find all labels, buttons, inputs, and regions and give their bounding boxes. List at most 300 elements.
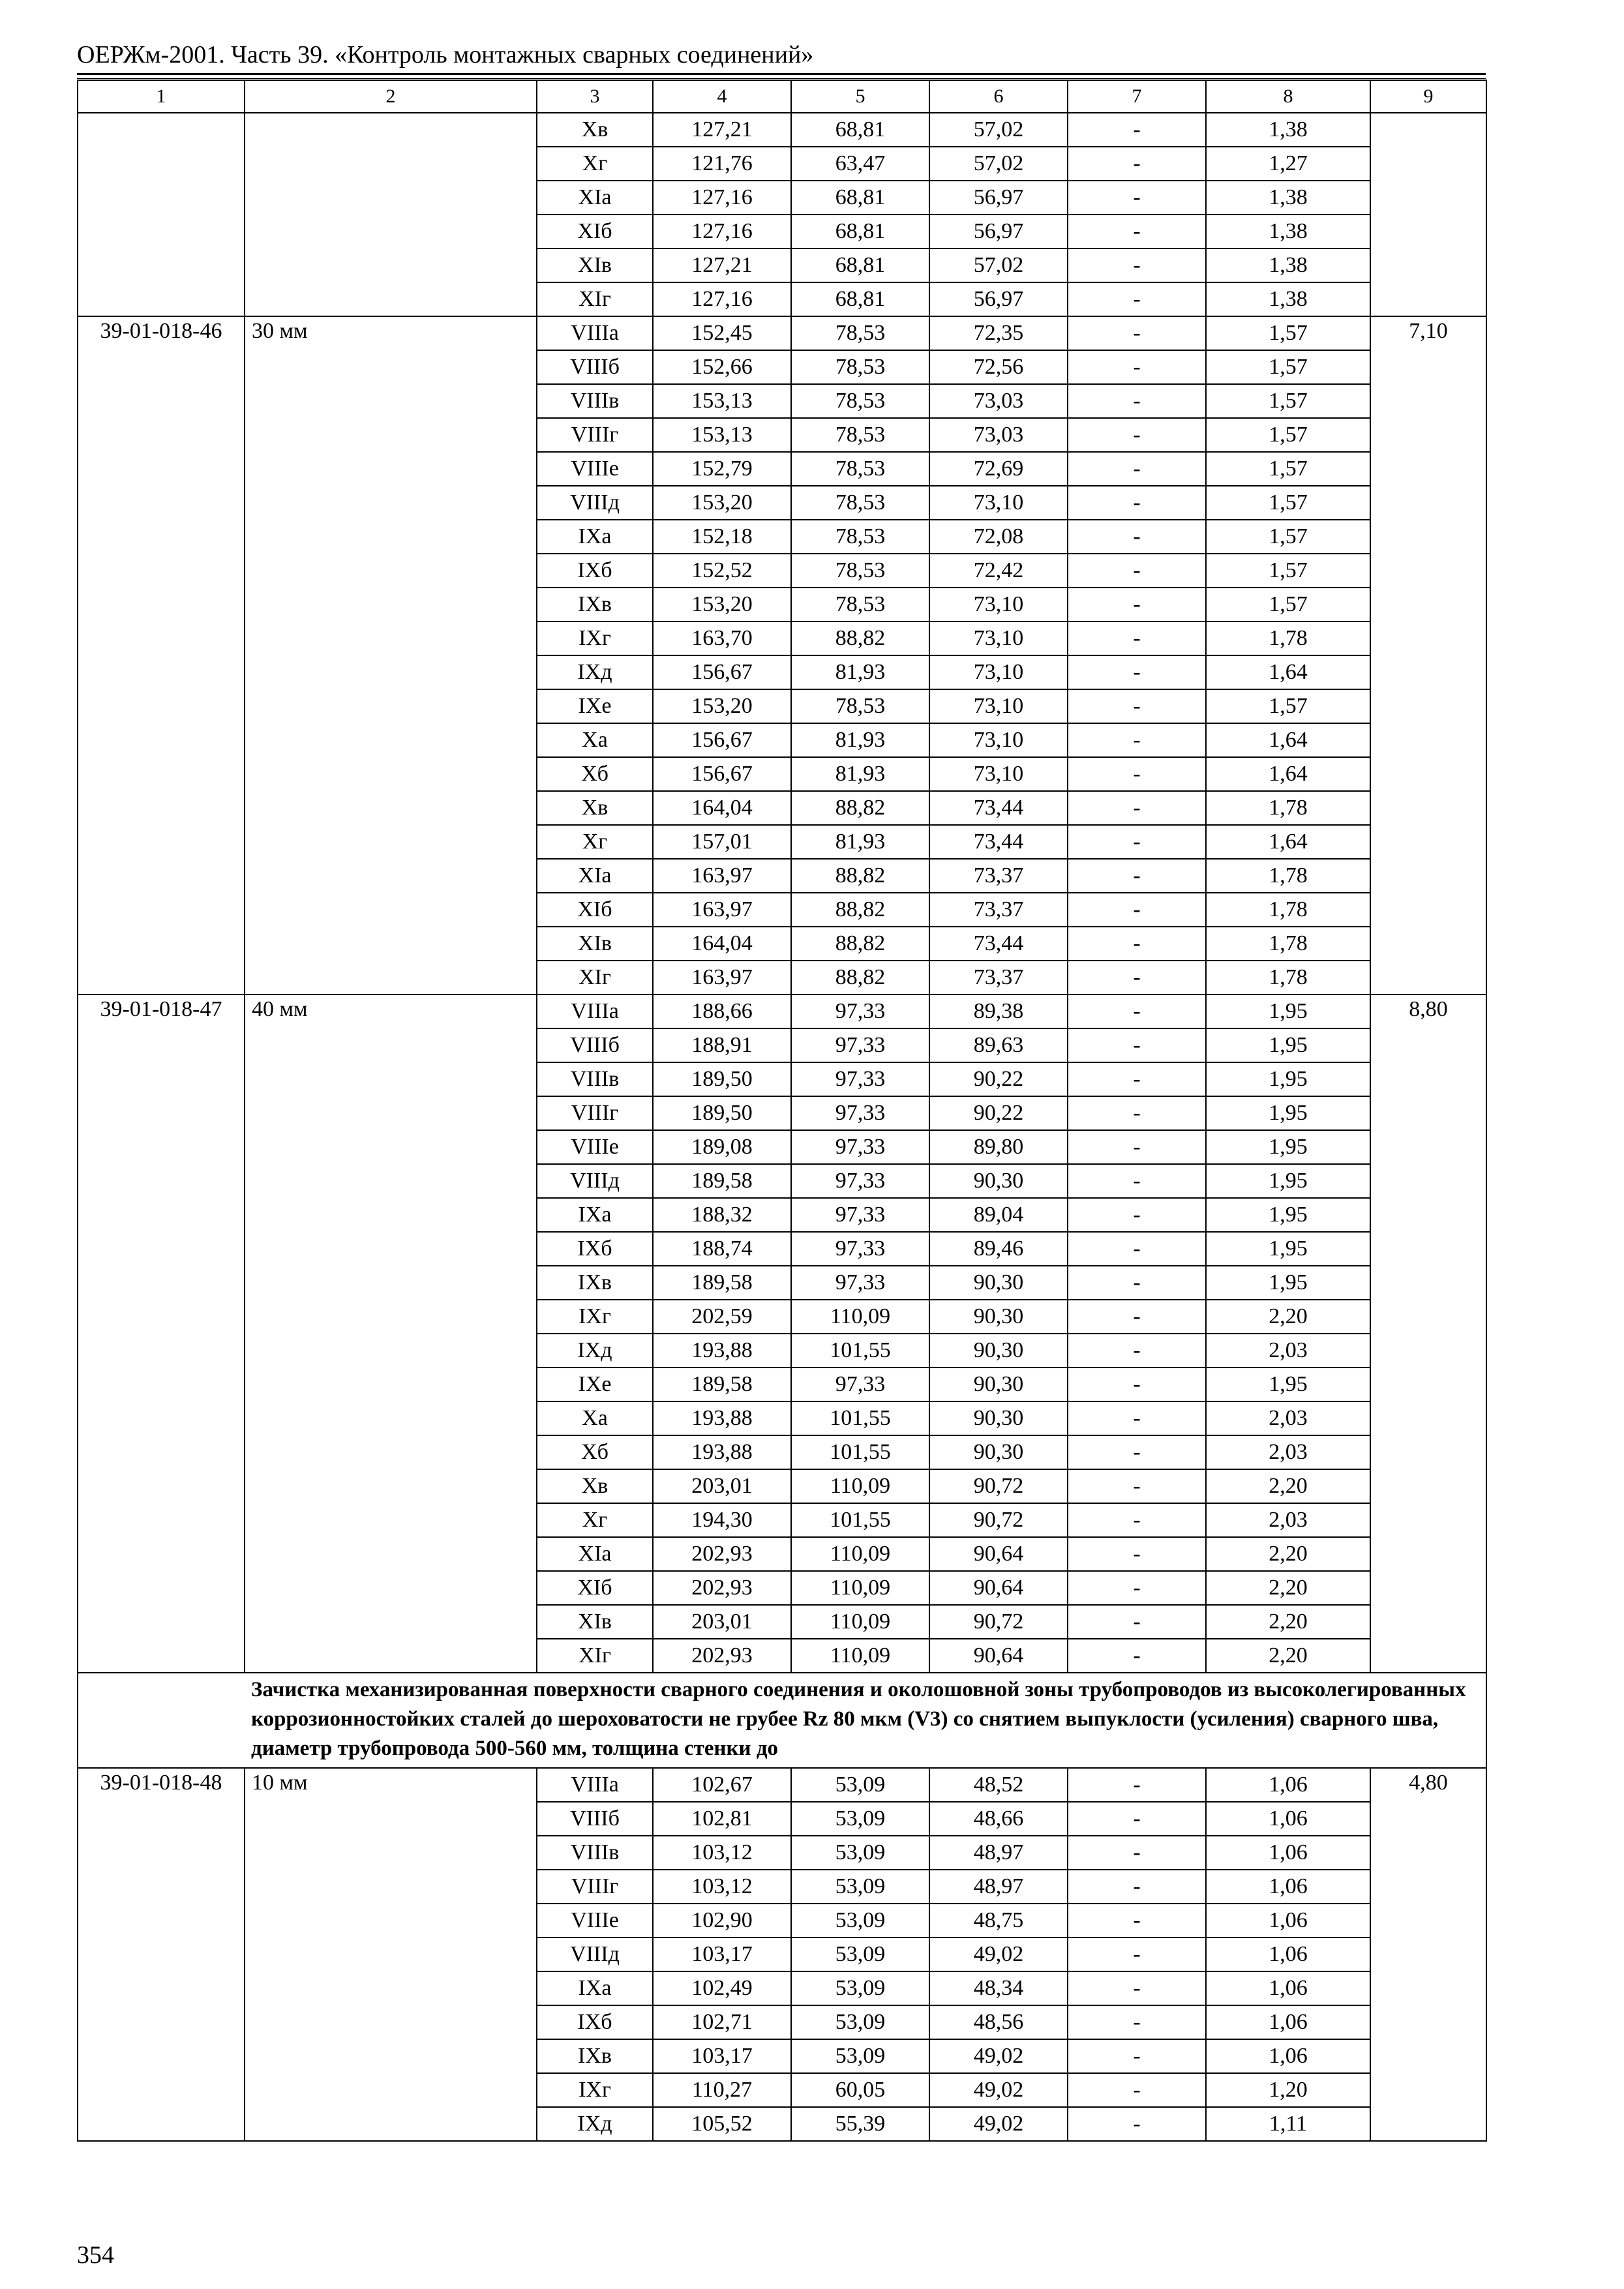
cell-labor: 1,64 xyxy=(1206,655,1370,689)
cell-materials: - xyxy=(1068,147,1206,181)
cell-total: 163,70 xyxy=(653,621,791,655)
cell-labor: 1,95 xyxy=(1206,1130,1370,1164)
cell-wage: 78,53 xyxy=(791,554,929,588)
cell-total: 202,93 xyxy=(653,1537,791,1571)
cell-total: 103,12 xyxy=(653,1870,791,1904)
cell-labor: 1,06 xyxy=(1206,2005,1370,2039)
cell-total: 202,93 xyxy=(653,1571,791,1605)
cell-machine: 48,56 xyxy=(929,2005,1068,2039)
cell-materials: - xyxy=(1068,486,1206,520)
cell-category: Хг xyxy=(537,825,653,859)
column9-value-cell: 7,10 xyxy=(1370,316,1486,995)
cell-labor: 1,95 xyxy=(1206,1164,1370,1198)
cell-wage: 97,33 xyxy=(791,1164,929,1198)
cell-materials: - xyxy=(1068,215,1206,248)
cell-total: 152,52 xyxy=(653,554,791,588)
cell-total: 110,27 xyxy=(653,2073,791,2107)
cell-labor: 1,57 xyxy=(1206,418,1370,452)
cell-materials: - xyxy=(1068,2039,1206,2073)
cell-labor: 1,78 xyxy=(1206,859,1370,893)
cell-machine: 73,03 xyxy=(929,384,1068,418)
cell-labor: 2,20 xyxy=(1206,1639,1370,1673)
cell-category: Хв xyxy=(537,791,653,825)
cell-total: 102,81 xyxy=(653,1802,791,1836)
cell-category: VIIIв xyxy=(537,1836,653,1870)
cell-wage: 88,82 xyxy=(791,927,929,961)
cell-materials: - xyxy=(1068,1836,1206,1870)
cell-total: 189,50 xyxy=(653,1096,791,1130)
cell-total: 203,01 xyxy=(653,1605,791,1639)
cell-materials: - xyxy=(1068,655,1206,689)
cell-machine: 90,64 xyxy=(929,1571,1068,1605)
cell-total: 127,21 xyxy=(653,248,791,282)
cell-materials: - xyxy=(1068,1232,1206,1266)
column-number-row xyxy=(78,80,1486,113)
cell-labor: 1,95 xyxy=(1206,1266,1370,1300)
cell-category: VIIIг xyxy=(537,1096,653,1130)
cell-total: 202,59 xyxy=(653,1300,791,1334)
cell-total: 103,17 xyxy=(653,1937,791,1971)
cell-machine: 73,10 xyxy=(929,689,1068,723)
cell-wage: 78,53 xyxy=(791,418,929,452)
cell-labor: 1,06 xyxy=(1206,1802,1370,1836)
cell-materials: - xyxy=(1068,350,1206,384)
cell-total: 188,91 xyxy=(653,1028,791,1062)
cell-machine: 73,37 xyxy=(929,859,1068,893)
cell-materials: - xyxy=(1068,418,1206,452)
cell-wage: 78,53 xyxy=(791,384,929,418)
cell-category: Хб xyxy=(537,757,653,791)
cell-materials: - xyxy=(1068,1164,1206,1198)
cell-machine: 90,22 xyxy=(929,1062,1068,1096)
cell-machine: 57,02 xyxy=(929,248,1068,282)
column-number: 2 xyxy=(245,80,537,113)
cell-category: IХд xyxy=(537,1334,653,1368)
cell-machine: 90,72 xyxy=(929,1605,1068,1639)
cell-machine: 56,97 xyxy=(929,181,1068,215)
section-lead-cell xyxy=(78,1673,245,1768)
column-number: 4 xyxy=(653,80,791,113)
cell-materials: - xyxy=(1068,248,1206,282)
document-header: ОЕРЖм-2001. Часть 39. «Контроль монтажных сварных соединений» xyxy=(77,41,814,68)
column-number: 6 xyxy=(929,80,1068,113)
cell-labor: 2,03 xyxy=(1206,1401,1370,1435)
cell-labor: 1,38 xyxy=(1206,113,1370,147)
cell-materials: - xyxy=(1068,316,1206,350)
cell-materials: - xyxy=(1068,2073,1206,2107)
cell-labor: 1,64 xyxy=(1206,757,1370,791)
wall-thickness-cell: 30 мм xyxy=(245,316,537,995)
cell-materials: - xyxy=(1068,1469,1206,1503)
cell-machine: 73,10 xyxy=(929,588,1068,621)
cell-category: VIIIе xyxy=(537,452,653,486)
cell-materials: - xyxy=(1068,859,1206,893)
cell-labor: 1,64 xyxy=(1206,825,1370,859)
cell-machine: 90,30 xyxy=(929,1300,1068,1334)
cell-materials: - xyxy=(1068,1334,1206,1368)
cell-machine: 73,37 xyxy=(929,893,1068,927)
cell-machine: 49,02 xyxy=(929,2039,1068,2073)
cell-labor: 1,95 xyxy=(1206,1028,1370,1062)
cell-wage: 68,81 xyxy=(791,248,929,282)
column-number: 9 xyxy=(1370,80,1486,113)
cell-wage: 97,33 xyxy=(791,1368,929,1401)
cell-total: 152,45 xyxy=(653,316,791,350)
cell-category: VIIIе xyxy=(537,1130,653,1164)
cell-category: IХа xyxy=(537,1198,653,1232)
cell-category: IХб xyxy=(537,554,653,588)
cell-machine: 89,46 xyxy=(929,1232,1068,1266)
table-row xyxy=(78,995,1486,1028)
cell-machine: 49,02 xyxy=(929,2073,1068,2107)
cell-wage: 53,09 xyxy=(791,1937,929,1971)
cell-category: ХIв xyxy=(537,1605,653,1639)
cell-total: 189,08 xyxy=(653,1130,791,1164)
cell-wage: 53,09 xyxy=(791,1836,929,1870)
cell-wage: 78,53 xyxy=(791,486,929,520)
cell-total: 153,13 xyxy=(653,418,791,452)
cell-total: 163,97 xyxy=(653,961,791,995)
cell-materials: - xyxy=(1068,181,1206,215)
cell-labor: 2,20 xyxy=(1206,1469,1370,1503)
cell-materials: - xyxy=(1068,1639,1206,1673)
cell-machine: 73,44 xyxy=(929,927,1068,961)
cell-materials: - xyxy=(1068,1537,1206,1571)
cell-materials: - xyxy=(1068,1802,1206,1836)
cell-machine: 90,30 xyxy=(929,1266,1068,1300)
cell-machine: 90,64 xyxy=(929,1537,1068,1571)
cell-category: ХIб xyxy=(537,215,653,248)
cell-machine: 72,08 xyxy=(929,520,1068,554)
cell-labor: 1,38 xyxy=(1206,248,1370,282)
cell-wage: 53,09 xyxy=(791,2005,929,2039)
cell-wage: 63,47 xyxy=(791,147,929,181)
section-title-row xyxy=(78,1673,1486,1768)
cell-total: 103,17 xyxy=(653,2039,791,2073)
cell-materials: - xyxy=(1068,723,1206,757)
cell-total: 152,66 xyxy=(653,350,791,384)
cell-total: 157,01 xyxy=(653,825,791,859)
cell-machine: 90,30 xyxy=(929,1435,1068,1469)
cell-machine: 73,37 xyxy=(929,961,1068,995)
cell-wage: 55,39 xyxy=(791,2107,929,2141)
cell-total: 188,74 xyxy=(653,1232,791,1266)
cell-labor: 1,78 xyxy=(1206,791,1370,825)
cell-category: ХIа xyxy=(537,181,653,215)
cell-labor: 1,57 xyxy=(1206,384,1370,418)
cell-wage: 110,09 xyxy=(791,1639,929,1673)
cell-machine: 73,10 xyxy=(929,757,1068,791)
cell-labor: 1,38 xyxy=(1206,282,1370,316)
cell-machine: 90,30 xyxy=(929,1368,1068,1401)
cell-machine: 72,35 xyxy=(929,316,1068,350)
cell-machine: 90,30 xyxy=(929,1401,1068,1435)
column-number: 8 xyxy=(1206,80,1370,113)
cell-machine: 48,75 xyxy=(929,1904,1068,1937)
cell-total: 194,30 xyxy=(653,1503,791,1537)
cell-materials: - xyxy=(1068,961,1206,995)
cell-category: IХг xyxy=(537,1300,653,1334)
cell-category: IХг xyxy=(537,621,653,655)
cell-total: 188,66 xyxy=(653,995,791,1028)
cell-labor: 2,03 xyxy=(1206,1435,1370,1469)
cell-wage: 101,55 xyxy=(791,1401,929,1435)
cell-machine: 73,10 xyxy=(929,655,1068,689)
rate-code-cell: 39-01-018-47 xyxy=(78,995,245,1673)
cell-wage: 68,81 xyxy=(791,215,929,248)
cell-labor: 1,57 xyxy=(1206,452,1370,486)
cell-labor: 2,20 xyxy=(1206,1571,1370,1605)
cell-total: 156,67 xyxy=(653,757,791,791)
cell-machine: 73,10 xyxy=(929,621,1068,655)
cell-labor: 1,27 xyxy=(1206,147,1370,181)
cell-machine: 57,02 xyxy=(929,147,1068,181)
cell-machine: 48,52 xyxy=(929,1768,1068,1802)
cell-labor: 1,57 xyxy=(1206,689,1370,723)
table-row xyxy=(78,113,1486,147)
cell-machine: 89,63 xyxy=(929,1028,1068,1062)
cell-wage: 88,82 xyxy=(791,893,929,927)
cell-labor: 2,20 xyxy=(1206,1300,1370,1334)
cell-materials: - xyxy=(1068,1605,1206,1639)
cell-total: 103,12 xyxy=(653,1836,791,1870)
cell-category: IХв xyxy=(537,1266,653,1300)
cell-total: 189,58 xyxy=(653,1164,791,1198)
cell-wage: 88,82 xyxy=(791,961,929,995)
cell-wage: 110,09 xyxy=(791,1300,929,1334)
wall-thickness-cell xyxy=(245,113,537,316)
cell-total: 156,67 xyxy=(653,723,791,757)
cell-total: 163,97 xyxy=(653,859,791,893)
cell-labor: 1,38 xyxy=(1206,181,1370,215)
cell-labor: 1,06 xyxy=(1206,1768,1370,1802)
rate-code-cell: 39-01-018-46 xyxy=(78,316,245,995)
cell-wage: 110,09 xyxy=(791,1571,929,1605)
cell-wage: 53,09 xyxy=(791,2039,929,2073)
cell-category: VIIIд xyxy=(537,1937,653,1971)
cell-wage: 53,09 xyxy=(791,1768,929,1802)
column-number: 3 xyxy=(537,80,653,113)
cell-labor: 1,95 xyxy=(1206,1368,1370,1401)
cell-machine: 73,10 xyxy=(929,486,1068,520)
cell-materials: - xyxy=(1068,689,1206,723)
cell-category: IХб xyxy=(537,1232,653,1266)
cell-total: 127,21 xyxy=(653,113,791,147)
cell-materials: - xyxy=(1068,1937,1206,1971)
cell-machine: 57,02 xyxy=(929,113,1068,147)
cell-wage: 97,33 xyxy=(791,1062,929,1096)
cell-category: VIIIв xyxy=(537,1062,653,1096)
cell-labor: 1,11 xyxy=(1206,2107,1370,2141)
rate-code-cell xyxy=(78,113,245,316)
cell-machine: 90,22 xyxy=(929,1096,1068,1130)
cell-total: 153,20 xyxy=(653,588,791,621)
cell-materials: - xyxy=(1068,384,1206,418)
cell-wage: 68,81 xyxy=(791,181,929,215)
cell-wage: 68,81 xyxy=(791,282,929,316)
cell-wage: 97,33 xyxy=(791,1198,929,1232)
cell-materials: - xyxy=(1068,588,1206,621)
cell-labor: 1,78 xyxy=(1206,961,1370,995)
cell-category: IХв xyxy=(537,588,653,621)
cell-machine: 73,10 xyxy=(929,723,1068,757)
cell-machine: 73,44 xyxy=(929,825,1068,859)
cell-machine: 90,30 xyxy=(929,1334,1068,1368)
cell-category: IХд xyxy=(537,2107,653,2141)
cell-total: 193,88 xyxy=(653,1435,791,1469)
cell-total: 127,16 xyxy=(653,181,791,215)
cell-wage: 81,93 xyxy=(791,757,929,791)
cell-wage: 110,09 xyxy=(791,1605,929,1639)
cell-wage: 81,93 xyxy=(791,825,929,859)
cell-machine: 90,64 xyxy=(929,1639,1068,1673)
rates-table-body xyxy=(78,80,1486,2141)
cell-wage: 97,33 xyxy=(791,1130,929,1164)
cell-materials: - xyxy=(1068,1028,1206,1062)
cell-category: ХIа xyxy=(537,1537,653,1571)
cell-materials: - xyxy=(1068,995,1206,1028)
cell-category: VIIIа xyxy=(537,1768,653,1802)
cell-category: Хв xyxy=(537,113,653,147)
cell-materials: - xyxy=(1068,1096,1206,1130)
cell-category: IХд xyxy=(537,655,653,689)
cell-wage: 110,09 xyxy=(791,1469,929,1503)
table-row xyxy=(78,316,1486,350)
column-number: 7 xyxy=(1068,80,1206,113)
cell-machine: 90,30 xyxy=(929,1164,1068,1198)
cell-labor: 1,06 xyxy=(1206,1904,1370,1937)
cell-materials: - xyxy=(1068,1435,1206,1469)
cell-materials: - xyxy=(1068,1571,1206,1605)
cell-wage: 78,53 xyxy=(791,588,929,621)
cell-total: 127,16 xyxy=(653,215,791,248)
cell-materials: - xyxy=(1068,1768,1206,1802)
cell-labor: 1,78 xyxy=(1206,927,1370,961)
cell-materials: - xyxy=(1068,1300,1206,1334)
column-number: 5 xyxy=(791,80,929,113)
cell-labor: 1,57 xyxy=(1206,350,1370,384)
cell-materials: - xyxy=(1068,1198,1206,1232)
header-rule xyxy=(77,73,1486,75)
cell-materials: - xyxy=(1068,2005,1206,2039)
cell-machine: 48,66 xyxy=(929,1802,1068,1836)
cell-materials: - xyxy=(1068,1266,1206,1300)
cell-category: VIIIг xyxy=(537,1870,653,1904)
cell-materials: - xyxy=(1068,554,1206,588)
table-row xyxy=(78,1768,1486,1802)
cell-category: VIIIб xyxy=(537,350,653,384)
cell-category: IХв xyxy=(537,2039,653,2073)
cell-materials: - xyxy=(1068,893,1206,927)
cell-wage: 101,55 xyxy=(791,1435,929,1469)
cell-machine: 73,44 xyxy=(929,791,1068,825)
cell-wage: 60,05 xyxy=(791,2073,929,2107)
cell-total: 189,58 xyxy=(653,1266,791,1300)
cell-category: IХа xyxy=(537,1971,653,2005)
cell-labor: 1,95 xyxy=(1206,1062,1370,1096)
cell-total: 102,67 xyxy=(653,1768,791,1802)
cell-category: Ха xyxy=(537,1401,653,1435)
cell-category: ХIг xyxy=(537,961,653,995)
cell-materials: - xyxy=(1068,927,1206,961)
cell-machine: 49,02 xyxy=(929,1937,1068,1971)
wall-thickness-cell: 40 мм xyxy=(245,995,537,1673)
cell-machine: 89,38 xyxy=(929,995,1068,1028)
cell-materials: - xyxy=(1068,520,1206,554)
cell-total: 202,93 xyxy=(653,1639,791,1673)
cell-labor: 2,20 xyxy=(1206,1605,1370,1639)
cell-labor: 1,95 xyxy=(1206,1198,1370,1232)
cell-total: 193,88 xyxy=(653,1334,791,1368)
cell-category: ХIб xyxy=(537,1571,653,1605)
cell-total: 105,52 xyxy=(653,2107,791,2141)
cell-machine: 56,97 xyxy=(929,282,1068,316)
cell-category: VIIIб xyxy=(537,1028,653,1062)
cell-category: ХIа xyxy=(537,859,653,893)
cell-wage: 97,33 xyxy=(791,1232,929,1266)
cell-total: 153,20 xyxy=(653,486,791,520)
cell-labor: 2,03 xyxy=(1206,1503,1370,1537)
cell-wage: 78,53 xyxy=(791,520,929,554)
page-number: 354 xyxy=(77,2241,114,2269)
cell-category: VIIIа xyxy=(537,995,653,1028)
cell-labor: 1,57 xyxy=(1206,554,1370,588)
cell-materials: - xyxy=(1068,791,1206,825)
cell-category: VIIIа xyxy=(537,316,653,350)
cell-category: ХIг xyxy=(537,1639,653,1673)
cell-wage: 101,55 xyxy=(791,1503,929,1537)
cell-wage: 88,82 xyxy=(791,791,929,825)
cell-labor: 1,06 xyxy=(1206,1870,1370,1904)
cell-labor: 1,06 xyxy=(1206,1971,1370,2005)
cell-wage: 97,33 xyxy=(791,1028,929,1062)
cell-wage: 88,82 xyxy=(791,621,929,655)
cell-labor: 1,57 xyxy=(1206,486,1370,520)
cell-wage: 68,81 xyxy=(791,113,929,147)
cell-materials: - xyxy=(1068,452,1206,486)
cell-wage: 81,93 xyxy=(791,723,929,757)
cell-materials: - xyxy=(1068,1870,1206,1904)
cell-wage: 97,33 xyxy=(791,1096,929,1130)
cell-category: VIIIе xyxy=(537,1904,653,1937)
cell-category: ХIб xyxy=(537,893,653,927)
column-number: 1 xyxy=(78,80,245,113)
cell-wage: 97,33 xyxy=(791,1266,929,1300)
cell-materials: - xyxy=(1068,1904,1206,1937)
cell-wage: 110,09 xyxy=(791,1537,929,1571)
rate-code-cell: 39-01-018-48 xyxy=(78,1768,245,2141)
cell-labor: 1,06 xyxy=(1206,1836,1370,1870)
cell-labor: 1,57 xyxy=(1206,520,1370,554)
cell-labor: 1,57 xyxy=(1206,316,1370,350)
cell-materials: - xyxy=(1068,2107,1206,2141)
cell-machine: 89,04 xyxy=(929,1198,1068,1232)
cell-wage: 53,09 xyxy=(791,1802,929,1836)
wall-thickness-cell: 10 мм xyxy=(245,1768,537,2141)
rates-table xyxy=(77,80,1487,2142)
cell-wage: 101,55 xyxy=(791,1334,929,1368)
cell-category: IХе xyxy=(537,1368,653,1401)
cell-materials: - xyxy=(1068,1368,1206,1401)
cell-machine: 89,80 xyxy=(929,1130,1068,1164)
cell-category: Хг xyxy=(537,1503,653,1537)
cell-total: 189,58 xyxy=(653,1368,791,1401)
cell-machine: 90,72 xyxy=(929,1469,1068,1503)
cell-category: VIIIв xyxy=(537,384,653,418)
cell-wage: 78,53 xyxy=(791,316,929,350)
cell-category: VIIIд xyxy=(537,1164,653,1198)
cell-wage: 78,53 xyxy=(791,452,929,486)
